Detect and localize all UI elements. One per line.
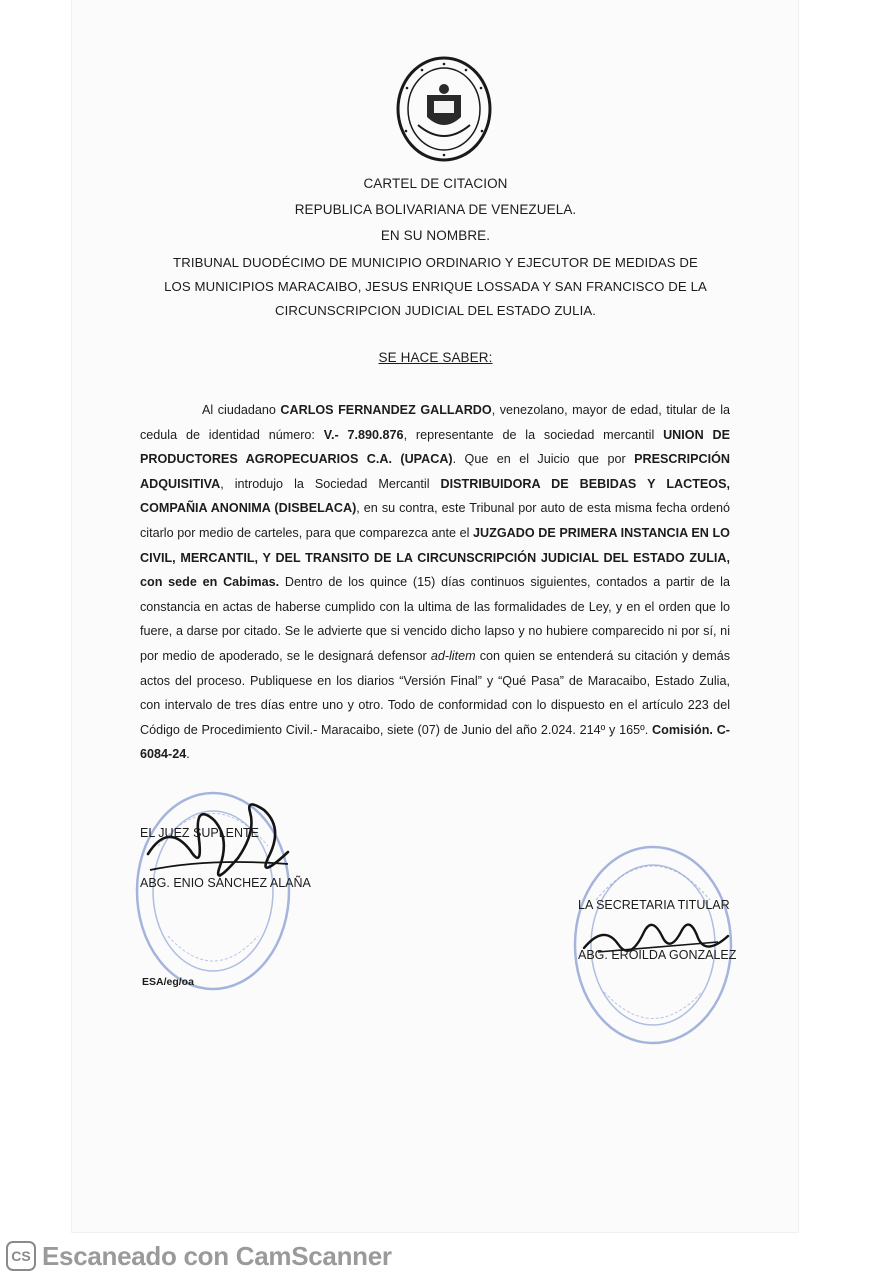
camscanner-text: Escaneado con CamScanner	[42, 1240, 392, 1271]
coat-of-arms-seal-icon	[394, 55, 494, 163]
body-text: . Que en el Juicio que por	[452, 452, 635, 467]
header-line-3: EN SU NOMBRE.	[380, 228, 491, 243]
judge-name: ABG. ENIO SÁNCHEZ ALAÑA	[140, 876, 311, 890]
judge-title: EL JUEZ SUPLENTE	[140, 826, 260, 840]
body-bold-text: CARLOS FERNANDEZ GALLARDO	[280, 403, 492, 417]
notice-body	[140, 398, 730, 767]
body-text: , en su contra, este Tribunal por auto de esta misma fecha ordenó citarlo por medio de carteles, para que comparezca ante el	[140, 501, 730, 540]
header-line-1: CARTEL DE CITACION	[363, 176, 508, 191]
body-bold-text: JUZGADO DE PRIMERA INSTANCIA EN LO CIVIL, MERCANTIL, Y DEL TRANSITO DE LA CIRCUNSCRIPCIÓN JUDICIAL DEL ESTADO ZULIA, con sede en Cabimas.	[140, 525, 730, 590]
body-italic-text: ad-litem	[430, 648, 476, 663]
body-bold-text: PRESCRIPCIÓN ADQUISITIVA	[140, 452, 730, 491]
body-bold-text: V.- 7.890.876	[323, 427, 404, 442]
body-bold-text: DISTRIBUIDORA DE BEBIDAS Y LACTEOS, COMPAÑIA ANONIMA (DISBELACA)	[140, 476, 730, 516]
body-text: .	[186, 747, 190, 762]
notice-heading-wrap	[0, 350, 871, 365]
body-text: con quien se entenderá su citación y demás actos del proceso. Publiquese en los diarios “Versión Final” y “Qué Pasa” de Maracaibo, Estado Zulia, con intervalo de tres días entre uno y otro. Todo de conformidad con lo dispuesto en el artículo 223 del Código de Procedimiento Civil.- Maracaibo, siete (07) de Junio del año 2.024. 214º y 165º.	[140, 648, 730, 737]
header-line-2: REPUBLICA BOLIVARIANA DE VENEZUELA.	[294, 202, 577, 217]
header-line-4: TRIBUNAL DUODÉCIMO DE MUNICIPIO ORDINARIO Y EJECUTOR DE MEDIDAS DE	[173, 255, 698, 270]
body-bold-text: Comisión. C-6084-24	[140, 722, 730, 762]
notice-heading: SE HACE SABER:	[378, 350, 493, 365]
body-bold-text: UNION DE PRODUCTORES AGROPECUARIOS C.A. (UPACA)	[140, 427, 730, 467]
header-line-5: LOS MUNICIPIOS MARACAIBO, JESUS ENRIQUE LOSSADA Y SAN FRANCISCO DE LA	[164, 279, 707, 294]
body-text: Dentro de los quince (15) días continuos siguientes, contados a partir de la constancia en actas de haberse cumplido con la ultima de las formalidades de Ley, y en el orden que lo fuere, a darse por citado. Se le advierte que si vencido dicho lapso y no hubiere comparecido ni por sí, ni por medio de apoderado, se le designará defensor	[140, 575, 730, 663]
body-text: , venezolano, mayor de edad, titular de la cedula de identidad número:	[140, 403, 731, 442]
camscanner-logo-icon: CS	[6, 1241, 36, 1271]
secretary-title: LA SECRETARIA TITULAR	[578, 898, 730, 912]
document-initials: ESA/eg/oa	[142, 976, 194, 988]
body-text: , introdujo la Sociedad Mercantil	[220, 476, 441, 491]
header-line-6: CIRCUNSCRIPCION JUDICIAL DEL ESTADO ZULIA.	[275, 303, 596, 318]
camscanner-watermark	[6, 1236, 392, 1276]
secretary-name: ABG. EROILDA GONZALEZ	[578, 948, 737, 962]
body-text: , representante de la sociedad mercantil	[403, 427, 664, 442]
body-text: Al ciudadano	[202, 403, 281, 417]
